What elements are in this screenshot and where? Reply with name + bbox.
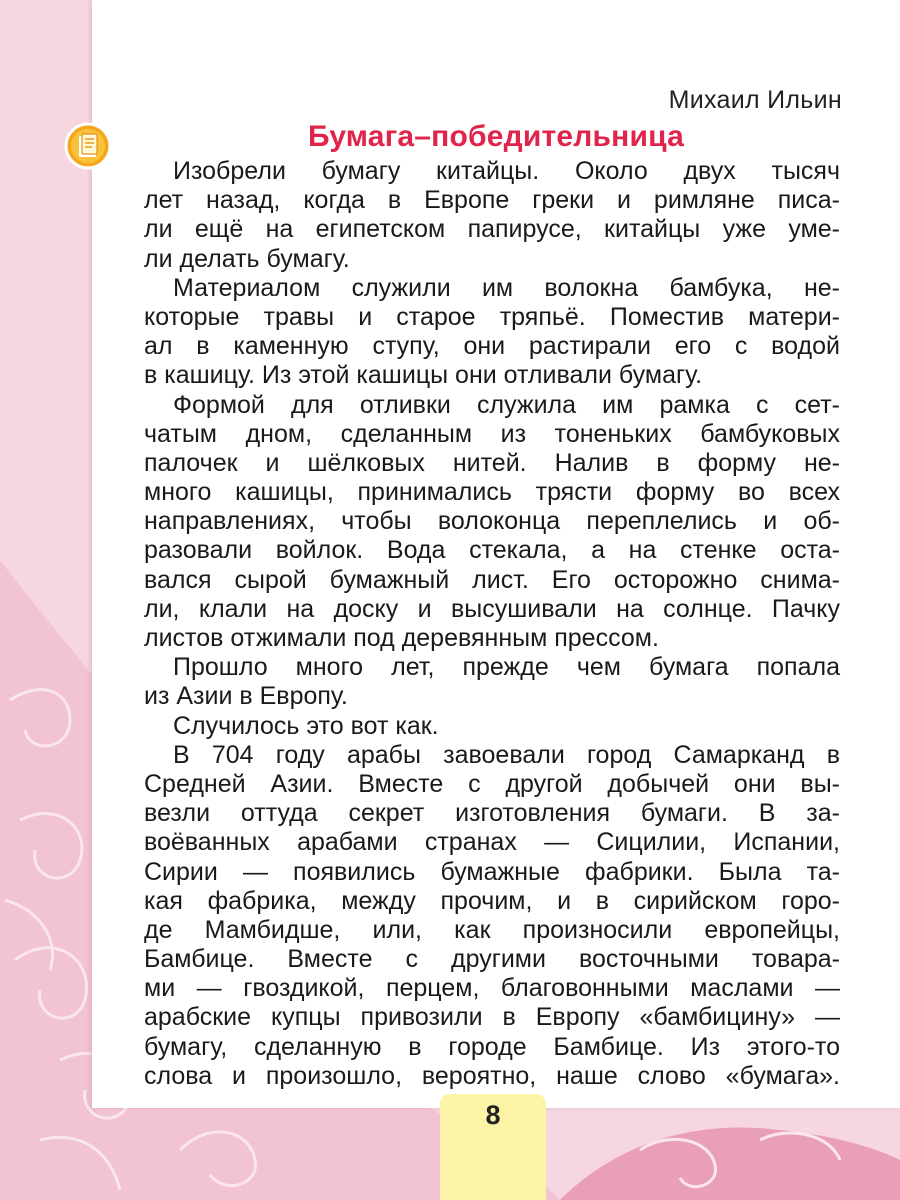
text-line: Бамбице. Вместе с другими восточными товара- xyxy=(144,945,840,974)
text-line: палочек и шёлковых нитей. Налив в форму не- xyxy=(144,448,840,477)
story-title: Бумага–победительница xyxy=(307,120,685,153)
text-line: из Азии в Европу. xyxy=(144,682,348,711)
text-line: воёванных арабами странах — Сицилии, Испании, xyxy=(144,828,840,857)
text-line: Изобрели бумагу китайцы. Около двух тысяч xyxy=(173,157,840,185)
text-line: арабские купцы привозили в Европу «бамбицину» — xyxy=(144,1003,840,1032)
text-line: которые травы и старое тряпьё. Поместив матери- xyxy=(144,302,840,331)
text-line: ал в каменную ступу, они растирали его с водой xyxy=(144,332,840,361)
text-line: Сирии — появились бумажные фабрики. Была та- xyxy=(144,857,840,886)
text-line: лет назад, когда в Европе греки и римляне писа- xyxy=(144,186,840,215)
text-line: листов отжимали под деревянным прессом. xyxy=(144,624,659,652)
text-line: Формой для отливки служила им рамка с сет- xyxy=(173,390,840,419)
text-line: де Мамбидше, или, как произносили европейцы, xyxy=(144,915,840,944)
text-line: в кашицу. Из этой кашицы они отливали бумагу. xyxy=(144,361,703,390)
text-line: В 704 году арабы завоевали город Самарканд в xyxy=(173,740,840,769)
author-name: Михаил Ильин xyxy=(668,86,842,114)
text-line: направлениях, чтобы волоконца переплелись и об- xyxy=(144,507,840,536)
text-line: ми — гвоздикой, перцем, благовонными маслами — xyxy=(144,974,840,1003)
page-number: 8 xyxy=(485,1100,501,1130)
text-line: ли делать бумагу. xyxy=(144,244,350,273)
text-line: чатым дном, сделанным из тоненьких бамбуковых xyxy=(144,419,840,448)
text-line: Случилось это вот как. xyxy=(173,711,439,740)
text-line: Материалом служили им волокна бамбука, не- xyxy=(173,273,840,302)
text-line: Прошло много лет, прежде чем бумага попала xyxy=(173,653,840,682)
text-line: бумагу, сделанную в городе Бамбице. Из этого-то xyxy=(144,1032,840,1061)
text-line: везли оттуда секрет изготовления бумаги. В за- xyxy=(144,799,840,828)
text-line: кая фабрика, между прочим, и в сирийском горо- xyxy=(144,886,840,915)
text-line: слова и произошло, вероятно, наше слово «бумага». xyxy=(144,1061,840,1090)
text-line: много кашицы, принимались трясти форму во всех xyxy=(144,478,840,507)
text-line: Средней Азии. Вместе с другой добычей они вы- xyxy=(144,769,840,798)
text-line: вался сырой бумажный лист. Его осторожно снима- xyxy=(144,565,840,594)
text-line: ли ещё на египетском папирусе, китайцы уже уме- xyxy=(144,215,840,244)
story-body xyxy=(144,157,840,1091)
text-line: разовали войлок. Вода стекала, а на стенке оста- xyxy=(144,536,840,565)
text-line: ли, клали на доску и высушивали на солнце. Пачку xyxy=(144,594,840,623)
